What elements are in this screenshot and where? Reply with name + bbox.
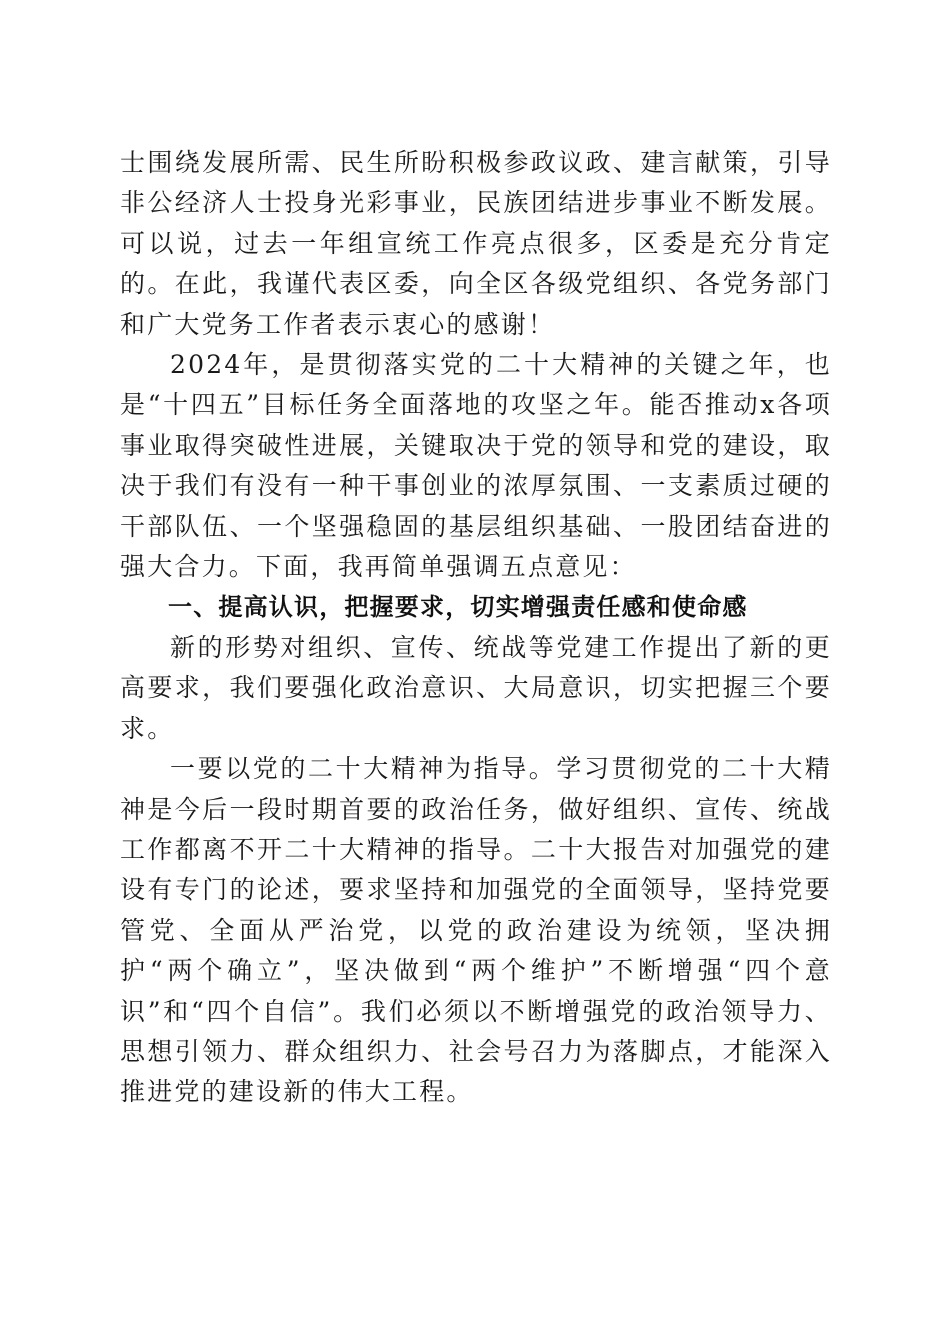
paragraph-first-requirement: 一要以党的二十大精神为指导。学习贯彻党的二十大精神是今后一段时期首要的政治任务，做好组织、宣传、统战工作都离不开二十大精神的指导。二十大报告对加强党的建设有专门的论述，要求坚持和加强党的全面领导，坚持党要管党、全面从严治党，以党的政治建设为统领，坚决拥护“两个确立”，坚决做到“两个维护”不断增强“四个意识”和“四个自信”。我们必须以不断增强党的政治领导力、思想引领力、群众组织力、社会号召力为落脚点，才能深入推进党的建设新的伟大工程。: [120, 754, 832, 1107]
document-body: [120, 143, 832, 1113]
paragraph-continuation: 士围绕发展所需、民生所盼积极参政议政、建言献策，引导非公经济人士投身光彩事业，民族团结进步事业不断发展。可以说，过去一年组宣统工作亮点很多，区委是充分肯定的。在此，我谨代表区委，向全区各级党组织、各党务部门和广大党务工作者表示衷心的感谢！: [120, 148, 832, 339]
section-heading-1: 一、提高认识，把握要求，切实增强责任感和使命感: [168, 593, 748, 622]
paragraph-new-requirements: 新的形势对组织、宣传、统战等党建工作提出了新的更高要求，我们要强化政治意识、大局意识，切实把握三个要求。: [120, 632, 832, 743]
paragraph-2024-overview: 2024年，是贯彻落实党的二十大精神的关键之年，也是“十四五”目标任务全面落地的攻坚之年。能否推动x各项事业取得突破性进展，关键取决于党的领导和党的建设，取决于我们有没有一种干事创业的浓厚氛围、一支素质过硬的干部队伍、一个坚强稳固的基层组织基础、一股团结奋进的强大合力。下面，我再简单强调五点意见：: [120, 350, 832, 582]
